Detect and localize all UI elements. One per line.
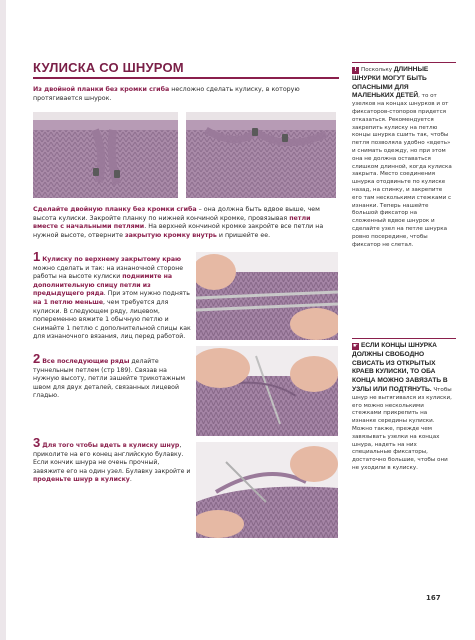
step-bold: Для того чтобы вдеть в кулиску шнур [42, 442, 180, 449]
body-bold-3: петли вместе с начальными петлями [33, 214, 311, 231]
step-bold: Все последующие ряды [42, 358, 130, 365]
body-text-2: . На верхней кончиной кромке закройте все петли на нужной высоте, отверните [33, 223, 324, 239]
photo-drawstring-right [186, 112, 336, 198]
sidebar-lead: Поскольку [361, 67, 394, 73]
page-number: 167 [426, 594, 441, 602]
body-text-1: – она должна быть вдвое выше, чем высота кулиски. Закройте планку по нижней кончиной кромке, провязывая [33, 206, 320, 222]
step-bold: на 1 петлю меньше [33, 298, 104, 306]
photo-step-3 [196, 442, 338, 538]
sidebar-text: , то от узелков на концах шнурков и от фиксаторов-стопоров придется отказаться. Рекомендуется закрепить кулиску на петлю концы шнурка сшить так, чтобы петля позволяла удобно «вдеть» и снимать одежду, но при этом она не должна оставаться слишком длинной, когда кулиска закрыта. Место соединения шнурка отодвиньте по кулиске назад, на спинку, и закрепите его там несколькими стежками с изнанки. Теперь нашейте большой фиксатор на сложенный вдвое шнурок и сделайте узел на петле шнурка ровно посередине, чтобы фиксатор не слетал. [352, 93, 452, 248]
sidebar-heading: ДЛИННЫЕ ШНУРКИ МОГУТ БЫТЬ ОПАСНЫМИ ДЛЯ МАЛЕНЬКИХ ДЕТЕЙ [352, 66, 429, 100]
body-bold-4: закрытую кромку внутрь [124, 231, 217, 239]
step-text: , чем требуется для кулиски. В следующем ряду, лицевом, попеременно вяжите 1 обычную петлю и снимайте 1 петлю с дополнительной спицы как для изнаночного вязания, лиц перед работой. [33, 298, 191, 341]
article-title: КУЛИСКА СО ШНУРОМ [33, 60, 184, 75]
intro-bold-2: без кромки сгиба [105, 86, 170, 93]
sidebar-note-2 [352, 342, 452, 473]
step-number: 2 [33, 351, 41, 366]
step-bold: Кулиску по верхнему закрытому краю [42, 256, 182, 263]
step-2 [33, 351, 191, 401]
intro-bold-1: Из двойной планки [33, 86, 104, 93]
body-bold-1: Сделайте двойную планку [33, 206, 131, 213]
sidebar-rule-2 [352, 338, 456, 339]
step-text: . При этом нужно поднять [103, 290, 190, 298]
step-3 [33, 435, 191, 485]
pointing-hand-icon: ☛ [353, 343, 358, 349]
intro-paragraph [33, 86, 333, 103]
photo-step-2 [196, 346, 338, 436]
photo-drawstring-left [33, 112, 178, 198]
article-header [33, 60, 333, 75]
step-text: . [129, 476, 132, 484]
step-text: делайте туннельным петлем (стр 189). Связав на нужную высоту, петли зашейте трикотажным швом для двух деталей, связанных лицевой гладью. [33, 358, 186, 400]
sidebar-text: Чтобы шнур не вытягивался из кулиски, его можно несколькими стежками прикрепить на изнанке середины кулиски. Можно также, прежде чем завязывать узелки на концах шнура, надеть на них специальные фиксаторы, достаточно большие, чтобы они не уходили в кулиску. [352, 386, 452, 471]
step-number: 3 [33, 435, 41, 450]
step-bold: проденьте шнур в кулиску [33, 476, 130, 484]
title-rule [33, 77, 339, 79]
body-bold-2: без кромки сгиба [132, 206, 197, 213]
sidebar-heading: ЕСЛИ КОНЦЫ ШНУРКА ДОЛЖНЫ СВОБОДНО СВИСАТЬ ИЗ ОТКРЫТЫХ КРАЕВ КУЛИСКИ, ТО ОБА КОНЦА МОЖНО ЗАВЯЗАТЬ В УЗЛЫ ИЛИ ПОДТЯНУТЬ. [352, 342, 448, 393]
sidebar-note-1 [352, 66, 452, 249]
sidebar-rule-1 [352, 62, 456, 63]
page-edge [0, 0, 6, 640]
body-paragraph [33, 206, 336, 240]
body-text-3: и пришейте ее. [216, 231, 271, 239]
step-bold: поднимите на дополнительную спицу петли из предыдущего ряда [33, 273, 173, 298]
step-1 [33, 249, 191, 342]
step-text: , приколите на его конец английскую булавку. Если кончик шнура не очень прочный, завяжите его на один узел. Булавку закройте и [33, 442, 191, 475]
step-text: можно сделать и так: на изнаночной стороне работы на высоте кулиски [33, 264, 184, 281]
exclamation-icon: ! [352, 67, 359, 74]
intro-text: несложно сделать кулиску, в которую протягивается шнурок. [33, 86, 300, 102]
step-number: 1 [33, 249, 41, 264]
photo-step-1 [196, 252, 338, 340]
